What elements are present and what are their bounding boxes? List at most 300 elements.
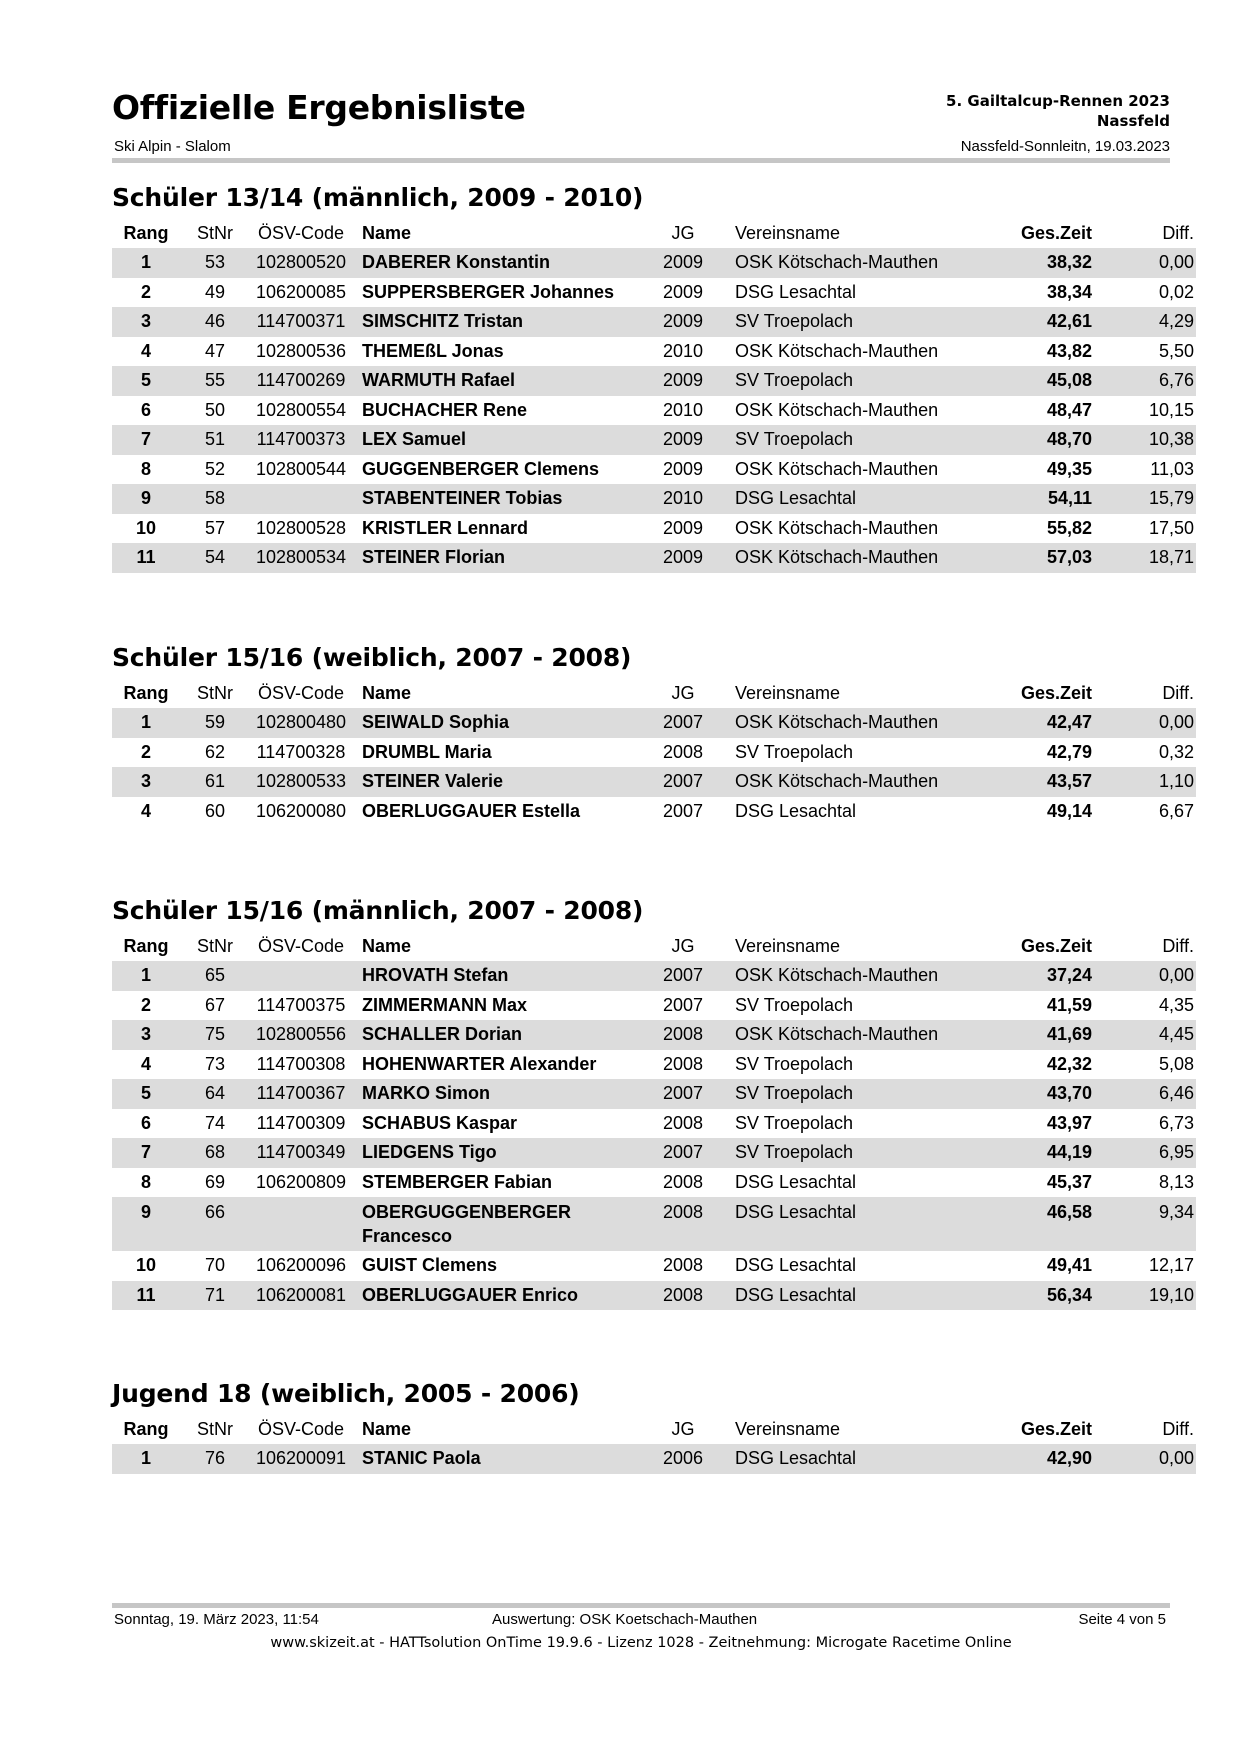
cell-time: 44,19 [979, 1138, 1092, 1168]
cell-jg: 2009 [662, 281, 704, 302]
cell-code: 106200091 [250, 1444, 352, 1474]
cell-code: 106200081 [250, 1281, 352, 1311]
cell-diff: 5,08 [1158, 1053, 1194, 1074]
column-header-rang: Rang [123, 682, 169, 703]
table-row [112, 1020, 1196, 1050]
cell-code: 114700309 [256, 1112, 346, 1133]
cell-stnr: 47 [204, 340, 226, 361]
cell-stnr: 69 [204, 1171, 226, 1192]
column-header-jg: JG [671, 682, 695, 703]
cell-name: GUGGENBERGER Clemens [362, 458, 600, 479]
results-table [112, 931, 1196, 1310]
table-row [112, 307, 1196, 337]
cell-rang: 4 [140, 800, 151, 821]
cell-club: OSK Kötschach-Mauthen [735, 458, 939, 479]
cell-code: 102800534 [250, 543, 352, 573]
cell-stnr: 64 [180, 1079, 250, 1109]
cell-rang: 2 [140, 741, 151, 762]
cell-diff: 12,17 [1148, 1255, 1194, 1275]
cell-diff: 1,10 [1092, 767, 1196, 797]
footer-credits: www.skizeit.at - HATTsolution OnTime 19.9.6 - Lizenz 1028 - Zeitnehmung: Microgate Racetime Online [270, 1635, 1012, 1651]
column-header-club: Vereinsname [735, 222, 841, 243]
cell-jg: 2007 [662, 994, 704, 1015]
cell-jg: 2010 [645, 484, 721, 514]
cell-name: STEMBERGER Fabian [362, 1171, 553, 1192]
cell-club: SV Troepolach [735, 1112, 854, 1133]
cell-rang: 11 [112, 1281, 180, 1311]
column-header-jg: JG [671, 222, 695, 243]
race-name: 5. Gailtalcup-Rennen 2023 [946, 92, 1170, 110]
cell-jg: 2009 [645, 425, 721, 455]
cell-club: DSG Lesachtal [735, 281, 857, 302]
cell-time: 43,97 [1046, 1112, 1092, 1133]
cell-time: 43,82 [1046, 340, 1092, 361]
cell-time: 48,70 [979, 425, 1092, 455]
cell-jg: 2006 [645, 1444, 721, 1474]
category-title: Schüler 15/16 (männlich, 2007 - 2008) [112, 896, 644, 925]
cell-code: 102800520 [250, 248, 352, 278]
cell-jg: 2008 [645, 1281, 721, 1311]
result-section [112, 178, 1194, 573]
cell-club: DSG Lesachtal [735, 1171, 857, 1192]
column-header-jg: JG [671, 935, 695, 956]
column-header-code: ÖSV-Code [257, 935, 345, 956]
cell-jg: 2007 [645, 1079, 721, 1109]
cell-name: WARMUTH Rafael [352, 366, 645, 396]
category-title: Schüler 13/14 (männlich, 2009 - 2010) [112, 183, 644, 212]
cell-diff: 17,50 [1148, 517, 1194, 538]
table-header-row [112, 218, 1196, 248]
cell-code: 102800556 [250, 1020, 352, 1050]
cell-stnr: 76 [180, 1444, 250, 1474]
cell-club: SV Troepolach [735, 741, 854, 762]
table-row [112, 708, 1196, 738]
table-row [112, 961, 1196, 991]
footer-evaluation: Auswertung: OSK Koetschach-Mauthen [492, 1611, 758, 1628]
cell-club: OSK Kötschach-Mauthen [721, 1020, 979, 1050]
cell-jg: 2007 [645, 961, 721, 991]
result-section [112, 1374, 1194, 1474]
cell-code [250, 1197, 352, 1251]
cell-code: 102800544 [255, 458, 347, 479]
column-header-diff: Diff. [1162, 682, 1194, 703]
cell-diff: 0,00 [1092, 708, 1196, 738]
cell-jg: 2009 [645, 248, 721, 278]
cell-diff: 18,71 [1092, 543, 1196, 573]
cell-rang: 8 [140, 458, 151, 479]
cell-code: 114700373 [250, 425, 352, 455]
footer-page-number: Seite 4 von 5 [1078, 1611, 1166, 1628]
cell-club: DSG Lesachtal [721, 1444, 979, 1474]
cell-diff: 4,29 [1092, 307, 1196, 337]
cell-time: 56,34 [979, 1281, 1092, 1311]
cell-name: STEINER Valerie [352, 767, 645, 797]
table-row [112, 366, 1196, 396]
cell-stnr: 53 [180, 248, 250, 278]
cell-name: BUCHACHER Rene [362, 399, 528, 420]
table-row [112, 1281, 1196, 1311]
table-row [112, 1109, 1196, 1139]
cell-diff: 4,35 [1158, 994, 1194, 1015]
cell-time: 49,14 [1046, 800, 1092, 821]
cell-stnr: 65 [180, 961, 250, 991]
cell-name: OBERLUGGAUER Estella [362, 800, 581, 821]
cell-stnr: 61 [180, 767, 250, 797]
cell-diff: 0,00 [1092, 1444, 1196, 1474]
cell-rang: 6 [140, 399, 151, 420]
cell-jg: 2008 [662, 1053, 704, 1074]
cell-diff: 10,15 [1148, 399, 1194, 420]
cell-diff: 8,13 [1158, 1171, 1194, 1192]
cell-name: HROVATH Stefan [352, 961, 645, 991]
cell-time: 42,90 [979, 1444, 1092, 1474]
cell-name: THEMEßL Jonas [362, 340, 504, 361]
table-row [112, 1138, 1196, 1168]
cell-diff: 6,73 [1158, 1112, 1194, 1133]
cell-name: STANIC Paola [352, 1444, 645, 1474]
cell-jg: 2009 [662, 517, 704, 538]
cell-jg: 2008 [662, 1171, 704, 1192]
column-header-name: Name [362, 222, 412, 243]
cell-stnr: 67 [204, 994, 226, 1015]
cell-stnr: 60 [204, 800, 226, 821]
cell-jg: 2008 [662, 1112, 704, 1133]
cell-club: SV Troepolach [735, 994, 854, 1015]
table-row [112, 1444, 1196, 1474]
cell-time: 38,32 [979, 248, 1092, 278]
cell-name: MARKO Simon [352, 1079, 645, 1109]
table-header-row [112, 1414, 1196, 1444]
column-header-time: Ges.Zeit [1020, 222, 1092, 243]
cell-name: LIEDGENS Tigo [352, 1138, 645, 1168]
table-row [112, 455, 1196, 485]
cell-time: 43,57 [979, 767, 1092, 797]
cell-stnr: 74 [204, 1112, 226, 1133]
cell-club: OSK Kötschach-Mauthen [735, 340, 939, 361]
cell-name: SCHALLER Dorian [352, 1020, 645, 1050]
cell-code: 106200096 [255, 1255, 347, 1275]
cell-club: OSK Kötschach-Mauthen [721, 961, 979, 991]
cell-rang: 3 [112, 767, 180, 797]
cell-code: 102800533 [250, 767, 352, 797]
header-divider [112, 158, 1170, 163]
cell-jg: 2007 [645, 767, 721, 797]
cell-rang: 1 [112, 248, 180, 278]
cell-rang: 3 [112, 307, 180, 337]
cell-name: SEIWALD Sophia [352, 708, 645, 738]
page-title: Offizielle Ergebnisliste [112, 88, 526, 127]
cell-club: OSK Kötschach-Mauthen [721, 767, 979, 797]
results-table [112, 1414, 1196, 1474]
column-header-club: Vereinsname [735, 1418, 841, 1439]
column-header-stnr: StNr [197, 222, 233, 243]
cell-code: 102800536 [255, 340, 347, 361]
column-header-rang: Rang [123, 1418, 169, 1439]
cell-diff: 10,38 [1092, 425, 1196, 455]
cell-time: 55,82 [1046, 517, 1092, 538]
table-row [112, 484, 1196, 514]
cell-name: SCHABUS Kaspar [362, 1112, 518, 1133]
cell-stnr: 46 [180, 307, 250, 337]
cell-code: 106200080 [255, 800, 347, 821]
cell-rang: 4 [140, 1053, 151, 1074]
cell-jg: 2009 [645, 366, 721, 396]
cell-name: STABENTEINER Tobias [352, 484, 645, 514]
cell-rang: 2 [140, 994, 151, 1015]
column-header-stnr: StNr [197, 682, 233, 703]
table-row [112, 278, 1196, 308]
table-row [112, 1168, 1196, 1198]
table-row [112, 1197, 1196, 1251]
column-header-time: Ges.Zeit [1020, 935, 1092, 956]
cell-name: SIMSCHITZ Tristan [352, 307, 645, 337]
cell-jg: 2007 [662, 800, 704, 821]
column-header-name: Name [362, 682, 412, 703]
cell-diff: 0,32 [1158, 741, 1194, 762]
cell-time: 48,47 [1046, 399, 1092, 420]
column-header-time: Ges.Zeit [1020, 1418, 1092, 1439]
cell-club: DSG Lesachtal [735, 1255, 857, 1275]
column-header-code: ÖSV-Code [257, 222, 345, 243]
cell-stnr: 49 [204, 281, 226, 302]
cell-jg: 2009 [662, 458, 704, 479]
cell-club: OSK Kötschach-Mauthen [721, 708, 979, 738]
cell-time: 42,47 [979, 708, 1092, 738]
result-section [112, 891, 1194, 1310]
cell-time: 43,70 [979, 1079, 1092, 1109]
cell-rang: 1 [112, 1444, 180, 1474]
cell-rang: 1 [112, 708, 180, 738]
column-header-name: Name [362, 935, 412, 956]
cell-code: 102800528 [255, 517, 347, 538]
cell-code: 114700349 [250, 1138, 352, 1168]
column-header-club: Vereinsname [735, 935, 841, 956]
table-row [112, 425, 1196, 455]
cell-club: SV Troepolach [721, 366, 979, 396]
cell-stnr: 68 [180, 1138, 250, 1168]
cell-name: LEX Samuel [352, 425, 645, 455]
cell-jg: 2009 [645, 543, 721, 573]
cell-rang: 7 [112, 425, 180, 455]
column-header-time: Ges.Zeit [1020, 682, 1092, 703]
cell-rang: 5 [112, 1079, 180, 1109]
column-header-diff: Diff. [1162, 222, 1194, 243]
location-date: Nassfeld-Sonnleitn, 19.03.2023 [960, 138, 1170, 155]
cell-stnr: 58 [180, 484, 250, 514]
cell-stnr: 59 [180, 708, 250, 738]
cell-time: 54,11 [979, 484, 1092, 514]
cell-time: 37,24 [979, 961, 1092, 991]
cell-name: OBERLUGGAUER Enrico [352, 1281, 645, 1311]
table-row [112, 991, 1196, 1021]
cell-code: 114700269 [250, 366, 352, 396]
cell-name: KRISTLER Lennard [362, 517, 529, 538]
table-row [112, 337, 1196, 367]
cell-name: STEINER Florian [352, 543, 645, 573]
cell-stnr: 75 [180, 1020, 250, 1050]
cell-rang: 10 [135, 1255, 157, 1275]
column-header-club: Vereinsname [735, 682, 841, 703]
column-header-rang: Rang [123, 935, 169, 956]
cell-rang: 9 [112, 484, 180, 514]
cell-code: 114700328 [256, 741, 346, 762]
cell-time: 49,41 [1046, 1255, 1092, 1275]
table-header-row [112, 678, 1196, 708]
cell-rang: 6 [140, 1112, 151, 1133]
cell-club: OSK Kötschach-Mauthen [735, 399, 939, 420]
cell-time: 57,03 [979, 543, 1092, 573]
cell-diff: 11,03 [1150, 458, 1194, 479]
cell-code: 114700375 [256, 994, 346, 1015]
cell-diff: 19,10 [1092, 1281, 1196, 1311]
table-row [112, 543, 1196, 573]
cell-club: OSK Kötschach-Mauthen [721, 248, 979, 278]
cell-time: 41,59 [1046, 994, 1092, 1015]
cell-stnr: 50 [204, 399, 226, 420]
table-row [112, 738, 1196, 768]
cell-stnr: 51 [180, 425, 250, 455]
cell-diff: 6,67 [1158, 800, 1194, 821]
table-row [112, 1079, 1196, 1109]
table-row [112, 1050, 1196, 1080]
table-row [112, 514, 1196, 544]
column-header-name: Name [362, 1418, 412, 1439]
column-header-rang: Rang [123, 222, 169, 243]
cell-club: DSG Lesachtal [721, 1281, 979, 1311]
cell-rang: 2 [140, 281, 151, 302]
cell-jg: 2009 [645, 307, 721, 337]
cell-stnr: 57 [204, 517, 226, 538]
cell-diff: 0,00 [1092, 248, 1196, 278]
column-header-diff: Diff. [1162, 935, 1194, 956]
cell-club: SV Troepolach [721, 307, 979, 337]
cell-club: SV Troepolach [721, 1138, 979, 1168]
cell-time: 45,37 [1046, 1171, 1092, 1192]
cell-club: DSG Lesachtal [721, 1197, 979, 1251]
cell-code: 106200085 [255, 281, 347, 302]
cell-jg: 2008 [662, 1255, 704, 1275]
cell-rang: 3 [112, 1020, 180, 1050]
cell-time: 42,61 [979, 307, 1092, 337]
table-row [112, 1251, 1196, 1281]
category-title: Schüler 15/16 (weiblich, 2007 - 2008) [112, 643, 632, 672]
cell-rang: 1 [112, 961, 180, 991]
cell-time: 41,69 [979, 1020, 1092, 1050]
cell-time: 38,34 [1046, 281, 1092, 302]
footer-date-time: Sonntag, 19. März 2023, 11:54 [114, 1611, 319, 1628]
cell-stnr: 55 [180, 366, 250, 396]
cell-code: 114700371 [250, 307, 352, 337]
cell-club: DSG Lesachtal [735, 800, 857, 821]
cell-name: DRUMBL Maria [362, 741, 492, 762]
cell-code: 106200809 [255, 1171, 347, 1192]
cell-code: 114700367 [250, 1079, 352, 1109]
cell-stnr: 62 [204, 741, 226, 762]
cell-club: OSK Kötschach-Mauthen [735, 517, 939, 538]
cell-stnr: 70 [204, 1255, 226, 1275]
cell-jg: 2007 [645, 708, 721, 738]
cell-diff: 6,95 [1092, 1138, 1196, 1168]
cell-code: 114700308 [256, 1053, 346, 1074]
cell-stnr: 73 [204, 1053, 226, 1074]
table-row [112, 767, 1196, 797]
table-row [112, 248, 1196, 278]
column-header-diff: Diff. [1162, 1418, 1194, 1439]
cell-club: OSK Kötschach-Mauthen [721, 543, 979, 573]
table-row [112, 396, 1196, 426]
cell-stnr: 52 [204, 458, 226, 479]
cell-stnr: 54 [180, 543, 250, 573]
table-row [112, 797, 1196, 827]
cell-jg: 2010 [662, 340, 704, 361]
column-header-stnr: StNr [197, 935, 233, 956]
cell-club: SV Troepolach [735, 1053, 854, 1074]
cell-diff: 9,34 [1092, 1197, 1196, 1251]
footer-divider [112, 1603, 1170, 1608]
cell-jg: 2007 [645, 1138, 721, 1168]
cell-code: 102800554 [255, 399, 347, 420]
cell-diff: 15,79 [1092, 484, 1196, 514]
cell-time: 42,32 [1046, 1053, 1092, 1074]
cell-name: ZIMMERMANN Max [362, 994, 527, 1015]
cell-rang: 4 [140, 340, 151, 361]
result-section [112, 638, 1194, 826]
cell-name: SUPPERSBERGER Johannes [362, 281, 615, 302]
column-header-code: ÖSV-Code [257, 1418, 345, 1439]
results-table [112, 678, 1196, 826]
cell-rang: 11 [112, 543, 180, 573]
cell-club: SV Troepolach [721, 1079, 979, 1109]
cell-code: 102800480 [250, 708, 352, 738]
cell-diff: 6,76 [1092, 366, 1196, 396]
cell-rang: 7 [112, 1138, 180, 1168]
cell-club: DSG Lesachtal [721, 484, 979, 514]
results-table [112, 218, 1196, 573]
cell-name: OBERGUGGENBERGER Francesco [352, 1197, 645, 1251]
cell-rang: 10 [135, 517, 157, 538]
cell-rang: 8 [140, 1171, 151, 1192]
cell-time: 49,35 [1046, 458, 1092, 479]
cell-time: 42,79 [1046, 741, 1092, 762]
cell-diff: 4,45 [1092, 1020, 1196, 1050]
cell-stnr: 71 [180, 1281, 250, 1311]
category-title: Jugend 18 (weiblich, 2005 - 2006) [112, 1379, 580, 1408]
race-venue: Nassfeld [1096, 112, 1170, 130]
cell-code [250, 484, 352, 514]
cell-time: 46,58 [979, 1197, 1092, 1251]
cell-name: HOHENWARTER Alexander [362, 1053, 597, 1074]
cell-time: 45,08 [979, 366, 1092, 396]
cell-jg: 2010 [662, 399, 704, 420]
cell-diff: 6,46 [1092, 1079, 1196, 1109]
column-header-jg: JG [671, 1418, 695, 1439]
cell-jg: 2008 [645, 1020, 721, 1050]
cell-jg: 2008 [645, 1197, 721, 1251]
cell-club: SV Troepolach [721, 425, 979, 455]
cell-diff: 0,00 [1092, 961, 1196, 991]
cell-name: GUIST Clemens [362, 1255, 498, 1275]
cell-jg: 2008 [662, 741, 704, 762]
cell-diff: 0,02 [1158, 281, 1194, 302]
cell-diff: 5,50 [1158, 340, 1194, 361]
cell-name: DABERER Konstantin [352, 248, 645, 278]
cell-rang: 9 [112, 1197, 180, 1251]
table-header-row [112, 931, 1196, 961]
cell-rang: 5 [112, 366, 180, 396]
discipline-subtitle: Ski Alpin - Slalom [114, 138, 231, 155]
column-header-code: ÖSV-Code [257, 682, 345, 703]
cell-stnr: 66 [180, 1197, 250, 1251]
